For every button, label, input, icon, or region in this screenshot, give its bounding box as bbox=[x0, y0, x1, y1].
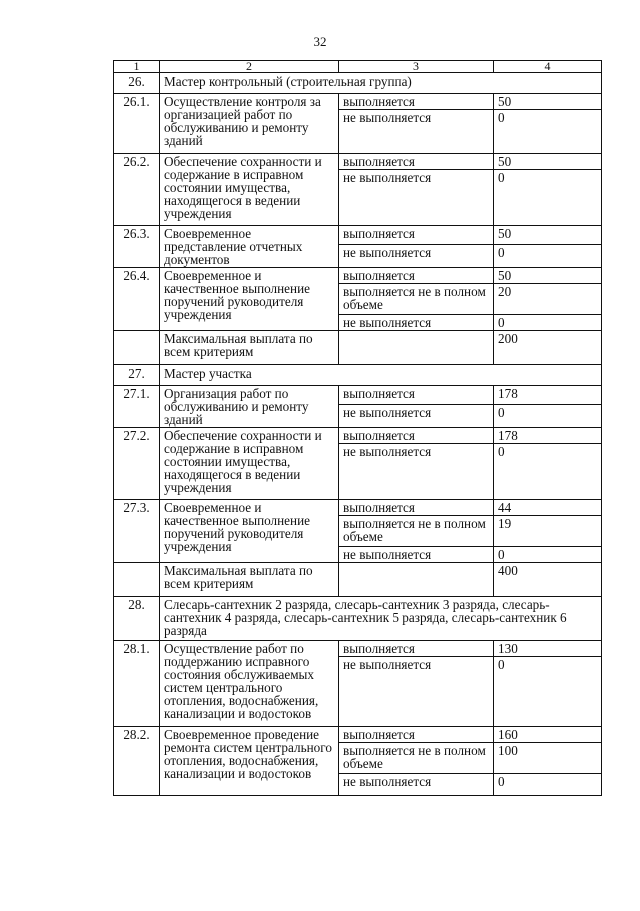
points-cell: 44 bbox=[494, 500, 602, 516]
table-row bbox=[114, 428, 602, 444]
points-cell: 0 bbox=[494, 170, 602, 226]
item-number: 27.3. bbox=[114, 500, 160, 563]
points-cell: 0 bbox=[494, 444, 602, 500]
points-cell: 0 bbox=[494, 547, 602, 563]
points-cell: 50 bbox=[494, 268, 602, 284]
condition-cell: выполняется не в полном объеме bbox=[339, 743, 494, 774]
column-header: 2 bbox=[160, 61, 339, 73]
points-cell: 20 bbox=[494, 284, 602, 315]
page-number: 32 bbox=[313, 34, 327, 49]
column-header: 3 bbox=[339, 61, 494, 73]
condition-cell: не выполняется bbox=[339, 170, 494, 226]
condition-cell: не выполняется bbox=[339, 244, 494, 267]
section-number: 27. bbox=[114, 365, 160, 386]
condition-cell: выполняется bbox=[339, 386, 494, 405]
condition-cell: выполняется bbox=[339, 94, 494, 110]
table-row bbox=[114, 154, 602, 170]
item-text: Обеспечение сохранности и содержание в исправном состоянии имущества, находящегося в ведении учреждения bbox=[160, 154, 339, 226]
condition-cell: выполняется не в полном объеме bbox=[339, 516, 494, 547]
item-number: 26.2. bbox=[114, 154, 160, 226]
item-text: Осуществление контроля за организацией работ по обслуживанию и ремонту зданий bbox=[160, 94, 339, 154]
points-cell: 0 bbox=[494, 315, 602, 331]
points-cell: 0 bbox=[494, 774, 602, 796]
table-row bbox=[114, 94, 602, 110]
condition-cell: выполняется bbox=[339, 500, 494, 516]
points-cell: 178 bbox=[494, 386, 602, 405]
condition-cell: не выполняется bbox=[339, 657, 494, 727]
condition-cell: не выполняется bbox=[339, 547, 494, 563]
points-cell: 130 bbox=[494, 641, 602, 657]
item-number: 26.3. bbox=[114, 226, 160, 268]
points-cell: 100 bbox=[494, 743, 602, 774]
points-cell: 19 bbox=[494, 516, 602, 547]
condition-cell: выполняется bbox=[339, 226, 494, 245]
condition-cell: не выполняется bbox=[339, 315, 494, 331]
condition-cell: выполняется bbox=[339, 268, 494, 284]
item-text: Своевременное и качественное выполнение поручений руководителя учреждения bbox=[160, 268, 339, 331]
column-header: 4 bbox=[494, 61, 602, 73]
item-number: 28.1. bbox=[114, 641, 160, 727]
max-payment-label: Максимальная выплата по всем критериям bbox=[160, 563, 339, 597]
condition-cell: выполняется не в полном объеме bbox=[339, 284, 494, 315]
max-payment-row bbox=[114, 331, 602, 365]
item-number: 26.1. bbox=[114, 94, 160, 154]
table-row bbox=[114, 226, 602, 245]
condition-cell: выполняется bbox=[339, 727, 494, 743]
section-row bbox=[114, 597, 602, 641]
points-cell: 178 bbox=[494, 428, 602, 444]
criteria-table bbox=[113, 60, 602, 796]
max-payment-label: Максимальная выплата по всем критериям bbox=[160, 331, 339, 365]
section-row bbox=[114, 365, 602, 386]
points-cell: 0 bbox=[494, 244, 602, 267]
condition-cell: выполняется bbox=[339, 154, 494, 170]
points-cell: 0 bbox=[494, 110, 602, 154]
condition-cell: не выполняется bbox=[339, 404, 494, 427]
points-cell: 50 bbox=[494, 226, 602, 245]
item-text: Своевременное проведение ремонта систем центрального отопления, водоснабжения, канализации и водостоков bbox=[160, 727, 339, 796]
condition-cell: не выполняется bbox=[339, 110, 494, 154]
points-cell: 0 bbox=[494, 404, 602, 427]
table-row bbox=[114, 386, 602, 405]
section-title: Мастер контрольный (строительная группа) bbox=[160, 73, 602, 94]
max-payment-row bbox=[114, 563, 602, 597]
item-text: Осуществление работ по поддержанию исправного состояния обслуживаемых систем центрального отопления, водоснабжения, канализации и водостоков bbox=[160, 641, 339, 727]
item-number: 26.4. bbox=[114, 268, 160, 331]
section-title: Мастер участка bbox=[160, 365, 602, 386]
points-cell: 50 bbox=[494, 94, 602, 110]
item-number: 28.2. bbox=[114, 727, 160, 796]
item-number: 27.2. bbox=[114, 428, 160, 500]
table-row bbox=[114, 500, 602, 516]
condition-cell: выполняется bbox=[339, 641, 494, 657]
table-row bbox=[114, 727, 602, 743]
section-row bbox=[114, 73, 602, 94]
section-number: 28. bbox=[114, 597, 160, 641]
table-row bbox=[114, 641, 602, 657]
item-text: Своевременное представление отчетных документов bbox=[160, 226, 339, 268]
column-header-row bbox=[114, 61, 602, 73]
points-cell: 0 bbox=[494, 657, 602, 727]
section-number: 26. bbox=[114, 73, 160, 94]
condition-cell: не выполняется bbox=[339, 444, 494, 500]
condition-cell: выполняется bbox=[339, 428, 494, 444]
table-row bbox=[114, 268, 602, 284]
points-cell: 50 bbox=[494, 154, 602, 170]
max-payment-value: 400 bbox=[494, 563, 602, 597]
item-text: Обеспечение сохранности и содержание в исправном состоянии имущества, находящегося в ведении учреждения bbox=[160, 428, 339, 500]
column-header: 1 bbox=[114, 61, 160, 73]
condition-cell: не выполняется bbox=[339, 774, 494, 796]
points-cell: 160 bbox=[494, 727, 602, 743]
section-title: Слесарь-сантехник 2 разряда, слесарь-сантехник 3 разряда, слесарь-сантехник 4 разряда, слесарь-сантехник 5 разряда, слесарь-сантехник 6 разряда bbox=[160, 597, 602, 641]
item-number: 27.1. bbox=[114, 386, 160, 428]
item-text: Своевременное и качественное выполнение поручений руководителя учреждения bbox=[160, 500, 339, 563]
max-payment-value: 200 bbox=[494, 331, 602, 365]
item-text: Организация работ по обслуживанию и ремонту зданий bbox=[160, 386, 339, 428]
